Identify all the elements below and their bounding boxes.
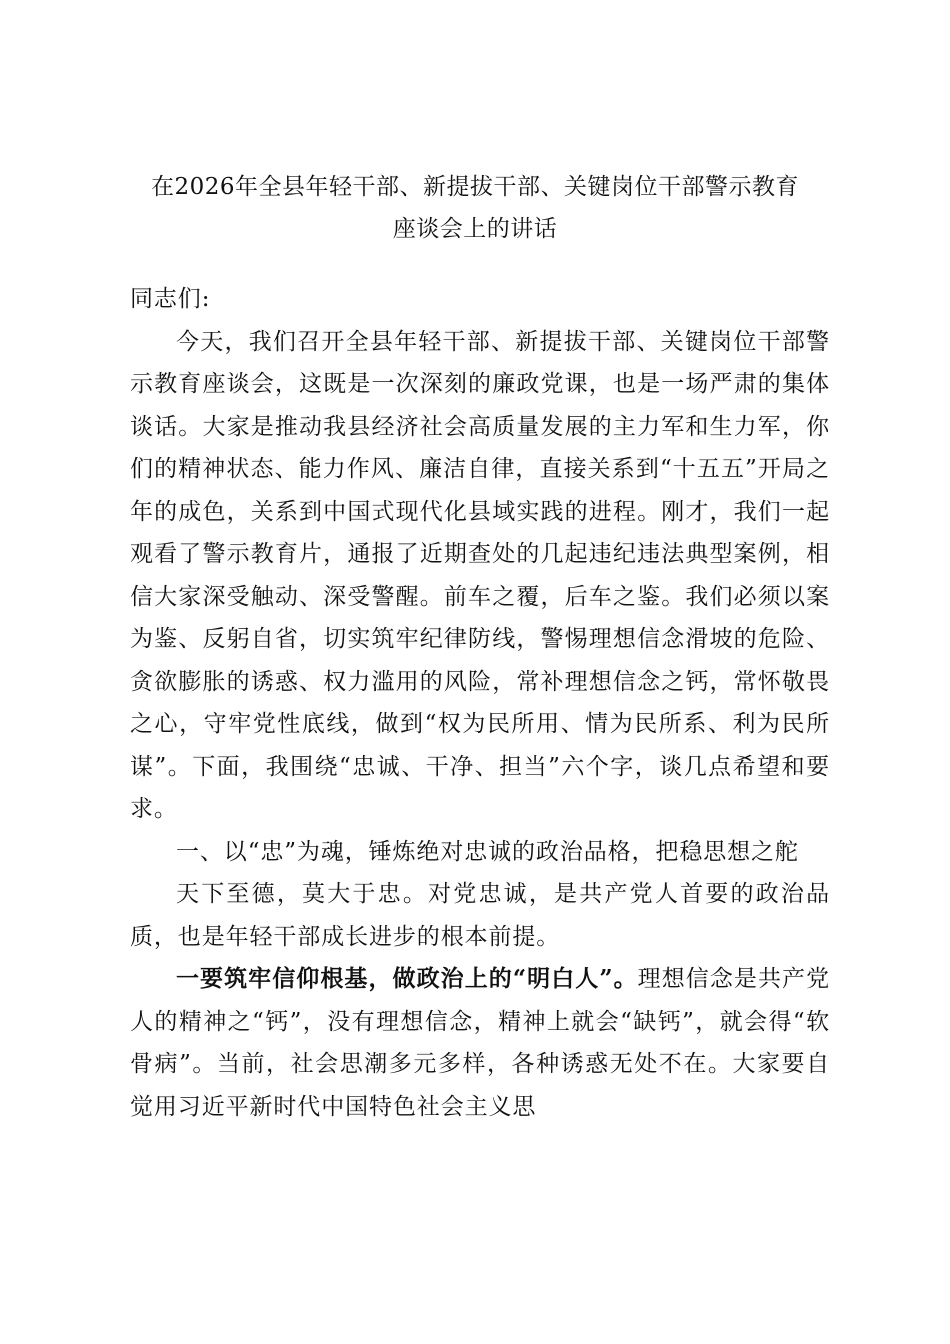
point-1-text: 理想信念是共产党人的精神之“钙”，没有理想信念，精神上就会“缺钙”，就会得“软骨病”。当前，社会思潮多元多样，各种诱惑无处不在。大家要自觉用习近平新时代中国特色社会主义思 [130,966,830,1120]
section-1-lead-paragraph: 天下至德，莫大于忠。对党忠诚，是共产党人首要的政治品质，也是年轻干部成长进步的根本前提。 [130,881,830,950]
section-1-heading: 一、以“忠”为魂，锤炼绝对忠诚的政治品格，把稳思想之舵 [176,838,799,865]
document-body [130,278,830,1128]
document-title [110,166,840,250]
title-line-2: 座谈会上的讲话 [392,216,558,242]
salutation: 同志们: [130,286,211,312]
point-1-paragraph [130,958,830,1128]
title-line-1: 在2026年全县年轻干部、新提拔干部、关键岗位干部警示教育 [150,174,800,200]
point-1-bold-heading: 一要筑牢信仰根基，做政治上的“明白人”。 [176,965,638,992]
intro-paragraph: 今天，我们召开全县年轻干部、新提拔干部、关键岗位干部警示教育座谈会，这既是一次深刻的廉政党课，也是一场严肃的集体谈话。大家是推动我县经济社会高质量发展的主力军和生力军，你们的精神状态、能力作风、廉洁自律，直接关系到“十五五”开局之年的成色，关系到中国式现代化县域实践的进程。刚才，我们一起观看了警示教育片，通报了近期查处的几起违纪违法典型案例，相信大家深受触动、深受警醒。前车之覆，后车之鉴。我们必须以案为鉴、反躬自省，切实筑牢纪律防线，警惕理想信念滑坡的危险、贪欲膨胀的诱惑、权力滥用的风险，常补理想信念之钙，常怀敬畏之心，守牢党性底线，做到“权为民所用、情为民所系、利为民所谋”。下面，我围绕“忠诚、干净、担当”六个字，谈几点希望和要求。 [130,328,830,822]
